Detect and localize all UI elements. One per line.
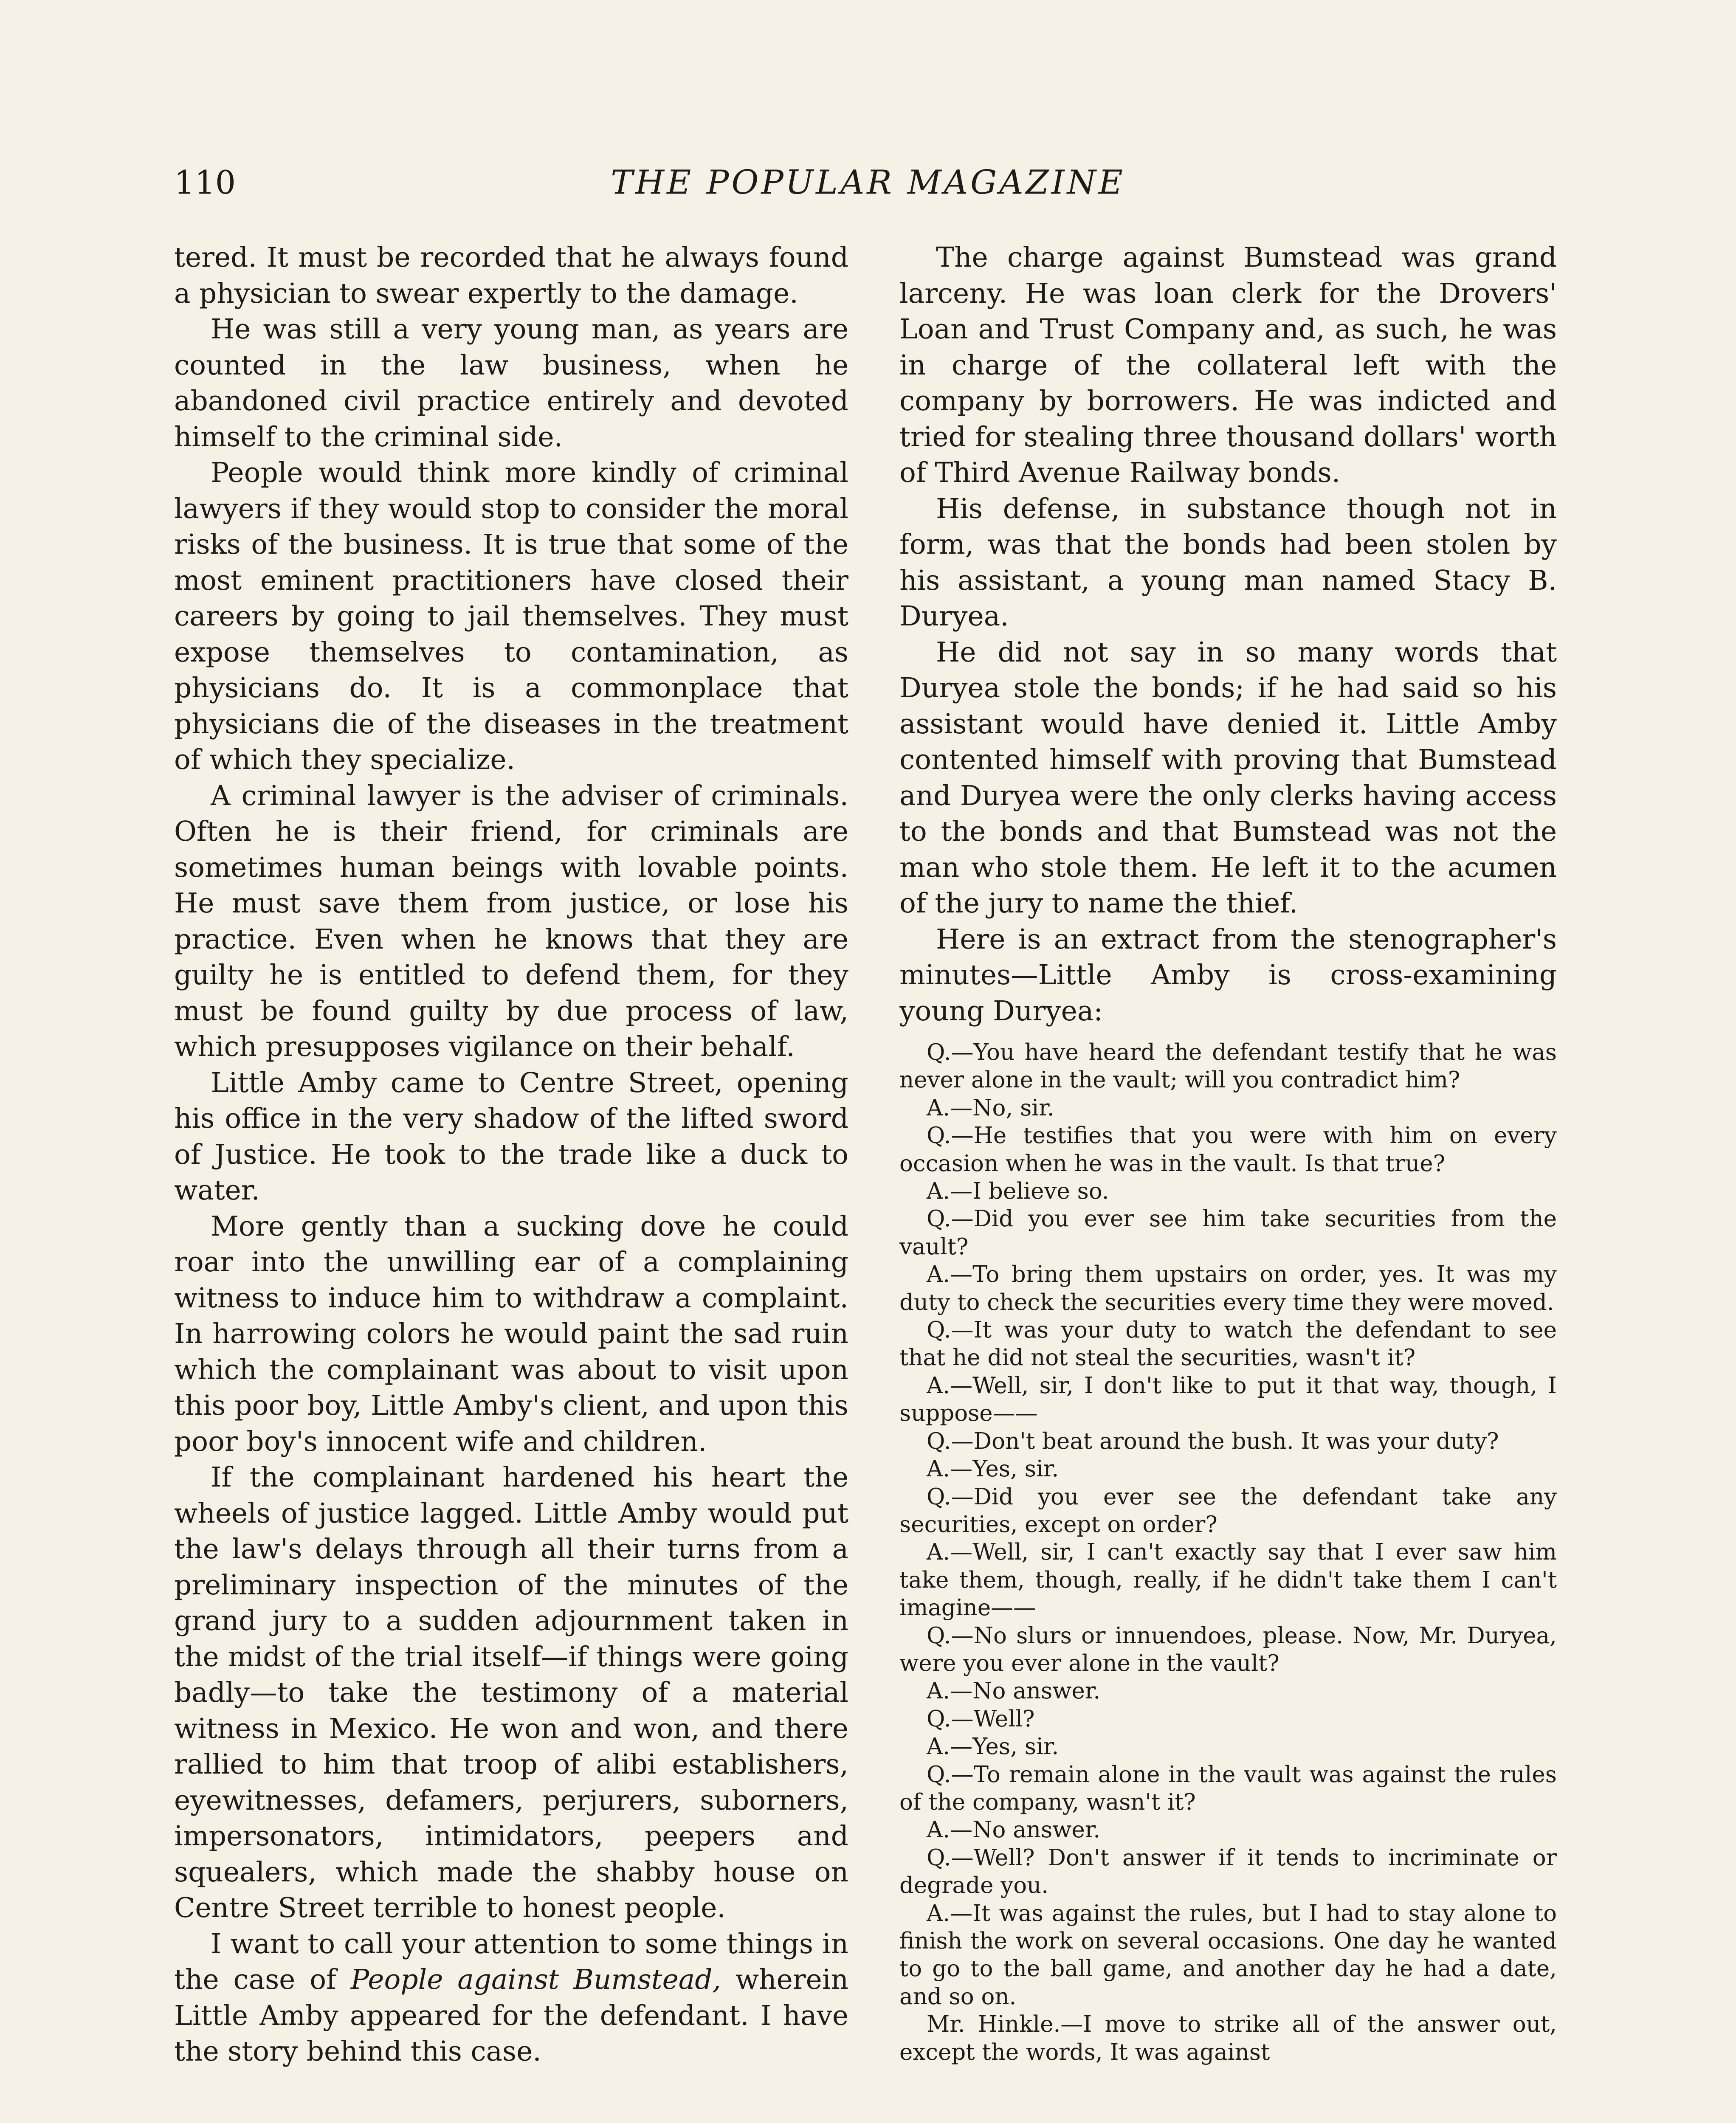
minutes-line: A.—It was against the rules, but I had to stay alone to finish the work on several occasions. One day he wanted to go to the ball game, and another day he had a date, and so on. (899, 1900, 1557, 2010)
minutes-line: A.—Yes, sir. (927, 1456, 1059, 1482)
case-title: People against Bumstead, (350, 1964, 721, 1996)
minutes-line: A.—No answer. (927, 1678, 1101, 1704)
paragraph: People would think more kindly of criminal lawyers if they would stop to consider the moral risks of the business. It is true that some of the most eminent practitioners have closed their careers by going to jail themselves. They must expose themselves to contamination, as physicians do. It is a commonplace that physicians die of the diseases in the treatment of which they specialize. (174, 457, 848, 776)
minutes-line: Q.—Don't beat around the bush. It was your duty? (927, 1428, 1499, 1454)
minutes-line: A.—To bring them upstairs on order, yes. It was my duty to check the securities every time they were moved. (899, 1261, 1557, 1315)
minutes-line: Mr. Hinkle.—I move to strike all of the answer out, except the words, It was against (899, 2011, 1557, 2065)
minutes-line: Q.—To remain alone in the vault was against the rules of the company, wasn't it? (899, 1761, 1557, 1815)
paragraph: A criminal lawyer is the adviser of criminals. Often he is their friend, for criminals are sometimes human beings with lovable points. He must save them from justice, or lose his practice. Even when he knows that they are guilty he is entitled to defend them, for they must be found guilty by due process of law, which presupposes vigilance on their behalf. (174, 780, 848, 1063)
paragraph-text: wherein Little Amby appeared for the defendant. I have the story behind this case. (174, 1964, 848, 2067)
magazine-title: THE POPULAR MAGAZINE (611, 163, 1125, 202)
paragraph: tered. It must be recorded that he always found a physician to swear expertly to the damage. (174, 242, 848, 310)
paragraph-people-against-bumstead (174, 1926, 848, 2070)
minutes-line: Q.—Well? Don't answer if it tends to incriminate or degrade you. (899, 1844, 1557, 1899)
minutes-line: Q.—Did you ever see the defendant take any securities, except on order? (899, 1484, 1557, 1537)
paragraph: If the complainant hardened his heart the wheels of justice lagged. Little Amby would put the law's delays through all their turns from a preliminary inspection of the minutes of the grand jury to a sudden adjournment taken in the midst of the trial itself—if things were going badly—to take the testimony of a material witness in Mexico. He won and won, and there rallied to him that troop of alibi establishers, eyewitnesses, defamers, perjurers, suborners, impersonators, intimidators, peepers and squealers, which made the shabby house on Centre Street terrible to honest people. (174, 1461, 848, 1924)
paragraph: He was still a very young man, as years are counted in the law business, when he abandoned civil practice entirely and devoted himself to the criminal side. (174, 313, 848, 453)
paragraph: More gently than a sucking dove he could roar into the unwilling ear of a complaining witness to induce him to withdraw a complaint. In harrowing colors he would paint the sad ruin which the complainant was about to visit upon this poor boy, Little Amby's client, and upon this poor boy's innocent wife and children. (174, 1210, 848, 1458)
page-number: 110 (174, 163, 236, 201)
paragraph-text: I want to call your attention to some things in the case of (174, 1928, 848, 1996)
right-paragraphs (899, 240, 1557, 1029)
paragraph: Little Amby came to Centre Street, opening his office in the very shadow of the lifted sword of Justice. He took to the trade like a duck to water. (174, 1067, 848, 1206)
minutes-line: A.—No answer. (927, 1817, 1101, 1843)
minutes-line: Q.—Did you ever see him take securities from the vault? (899, 1206, 1557, 1260)
paragraph: Here is an extract from the stenographer's minutes—Little Amby is cross-examining young Duryea: (899, 923, 1557, 1027)
minutes-line: Q.—No slurs or innuendoes, please. Now, Mr. Duryea, were you ever alone in the vault? (899, 1622, 1557, 1676)
minutes-line: Q.—It was your duty to watch the defendant to see that he did not steal the securities, wasn't it? (899, 1317, 1557, 1371)
minutes-line: A.—No, sir. (927, 1095, 1054, 1121)
minutes-line: Q.—Well? (927, 1706, 1035, 1732)
minutes-line: A.—Yes, sir. (927, 1734, 1059, 1760)
minutes-line: A.—Well, sir, I can't exactly say that I ever saw him take them, though, really, if he didn't take them I can't imagine—— (899, 1539, 1557, 1621)
minutes-line: Q.—He testifies that you were with him on every occasion when he was in the vault. Is that true? (899, 1123, 1557, 1177)
running-head (0, 163, 1736, 214)
left-column (174, 240, 848, 2070)
paragraph: His defense, in substance though not in form, was that the bonds had been stolen by his assistant, a young man named Stacy B. Duryea. (899, 493, 1557, 632)
right-column (899, 240, 1557, 2066)
left-paragraphs (174, 240, 848, 1926)
minutes-line: Q.—You have heard the defendant testify that he was never alone in the vault; will you contradict him? (899, 1039, 1557, 1093)
stenographer-minutes (899, 1039, 1557, 2066)
minutes-line: A.—I believe so. (927, 1178, 1109, 1205)
paragraph: The charge against Bumstead was grand larceny. He was loan clerk for the Drovers' Loan and Trust Company and, as such, he was in charge of the collateral left with the company by borrowers. He was indicted and tried for stealing three thousand dollars' worth of Third Avenue Railway bonds. (899, 242, 1557, 489)
minutes-line: A.—Well, sir, I don't like to put it that way, though, I suppose—— (899, 1372, 1557, 1427)
paragraph: He did not say in so many words that Duryea stole the bonds; if he had said so his assistant would have denied it. Little Amby contented himself with proving that Bumstead and Duryea were the only clerks having access to the bonds and that Bumstead was not the man who stole them. He left it to the acumen of the jury to name the thief. (899, 636, 1557, 919)
